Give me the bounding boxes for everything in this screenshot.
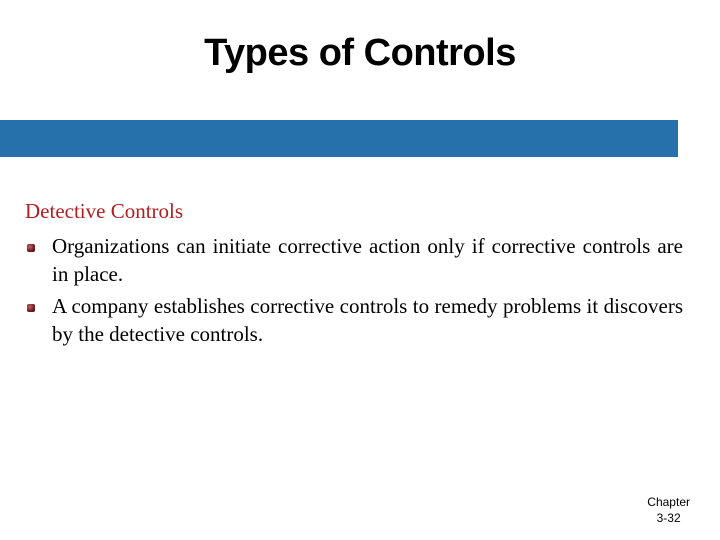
section-heading: Detective Controls [25, 199, 184, 223]
chapter-footer [647, 494, 690, 526]
title-bar [0, 120, 678, 157]
square-bullet-icon [27, 304, 35, 312]
bullet-text: A company establishes corrective controls to remedy problems it discovers by the detective controls. [52, 294, 683, 346]
bullet-list [25, 232, 683, 352]
list-item [25, 232, 683, 288]
footer-page-number: 3-32 [656, 511, 681, 525]
list-item [25, 292, 683, 348]
bullet-text: Organizations can initiate corrective action only if corrective controls are in place. [52, 234, 683, 286]
square-bullet-icon [27, 244, 35, 252]
slide-title: Types of Controls [204, 32, 516, 74]
footer-chapter-label: Chapter [647, 495, 690, 509]
